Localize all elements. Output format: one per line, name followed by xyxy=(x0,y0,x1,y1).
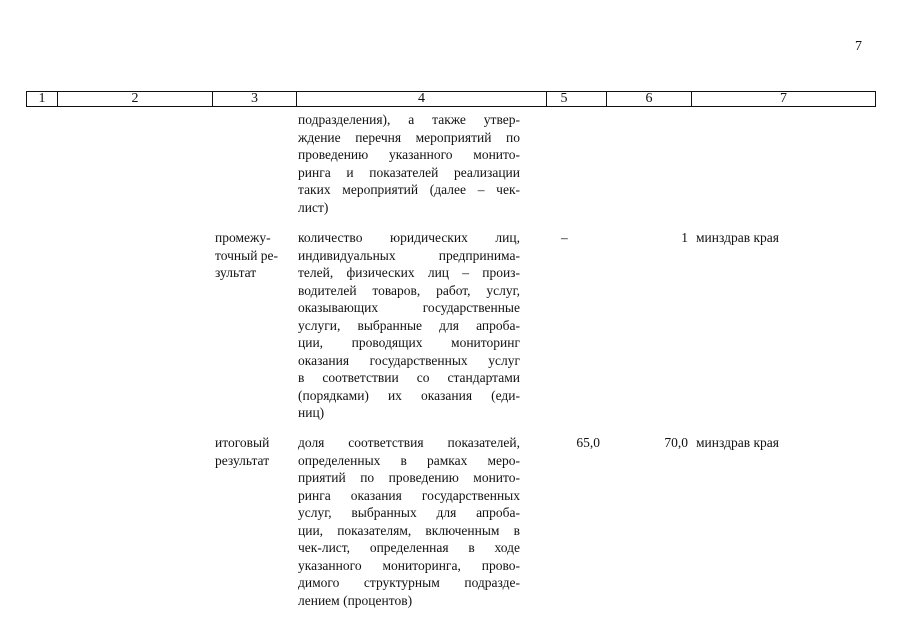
table-header-row xyxy=(26,91,876,107)
text-line: услуг, выбранных для апроба- xyxy=(298,505,520,520)
header-col-1: 1 xyxy=(27,92,58,106)
header-col-6: 6 xyxy=(607,92,692,106)
text-line: ции, проводящих мониторинг xyxy=(298,335,520,350)
text-line: итоговый xyxy=(215,435,270,450)
row1-col5-value: – xyxy=(561,230,568,245)
text-line: ждение перечня мероприятий по xyxy=(298,129,520,145)
header-col-7: 7 xyxy=(780,91,787,106)
page-number: 7 xyxy=(855,39,862,54)
text-line: индивидуальных предпринима- xyxy=(298,247,520,263)
header-col-5: 5 xyxy=(522,92,607,106)
continued-indicator-cell xyxy=(298,111,520,216)
text-line: зультат xyxy=(215,265,257,280)
text-line: ниц) xyxy=(298,405,325,420)
text-line: телей, физических лиц – произ- xyxy=(298,265,520,280)
text-line: чек-лист, определенная в ходе xyxy=(298,540,520,555)
text-line: ции, показателям, включенным в xyxy=(298,522,520,538)
text-line: ринга и показателей реализации xyxy=(298,164,520,180)
text-line: таких мероприятий (далее – чек- xyxy=(298,182,520,197)
text-line: проведению указанного монито- xyxy=(298,147,520,162)
row2-col5-value: 65,0 xyxy=(576,435,600,450)
row1-indicator xyxy=(298,229,520,422)
header-col-3: 3 xyxy=(213,92,297,106)
text-line: димого структурным подразде- xyxy=(298,575,520,590)
row1-col6-value: 1 xyxy=(681,230,688,245)
text-line: лением (процентов) xyxy=(298,592,413,608)
text-line: доля соответствия показателей, xyxy=(298,435,520,450)
text-line: промежу- xyxy=(215,230,271,245)
row2-responsible: минздрав края xyxy=(696,435,779,450)
row2-result-type xyxy=(215,434,291,469)
row2-indicator xyxy=(298,434,520,609)
text-line: оказывающих государственные xyxy=(298,300,520,315)
text-line: результат xyxy=(215,452,270,468)
text-line: определенных в рамках меро- xyxy=(298,452,520,468)
text-line: указанного мониторинга, прово- xyxy=(298,557,520,573)
text-line: водителей товаров, работ, услуг, xyxy=(298,282,520,298)
text-line: услуги, выбранные для апроба- xyxy=(298,317,520,333)
text-line: подразделения), а также утвер- xyxy=(298,112,520,127)
text-line: количество юридических лиц, xyxy=(298,230,520,245)
row2-col6-value: 70,0 xyxy=(664,435,688,450)
text-line: точный ре- xyxy=(215,247,279,263)
text-line: приятий по проведению монито- xyxy=(298,470,520,485)
row1-result-type xyxy=(215,229,291,282)
text-line: оказания государственных услуг xyxy=(298,352,520,368)
text-line: лист) xyxy=(298,199,329,215)
row1-responsible: минздрав края xyxy=(696,230,779,245)
header-col-2: 2 xyxy=(58,92,213,106)
header-col-4: 4 xyxy=(297,92,547,106)
text-line: (порядками) их оказания (еди- xyxy=(298,387,520,403)
text-line: ринга оказания государственных xyxy=(298,487,520,503)
text-line: в соответствии со стандартами xyxy=(298,370,520,385)
